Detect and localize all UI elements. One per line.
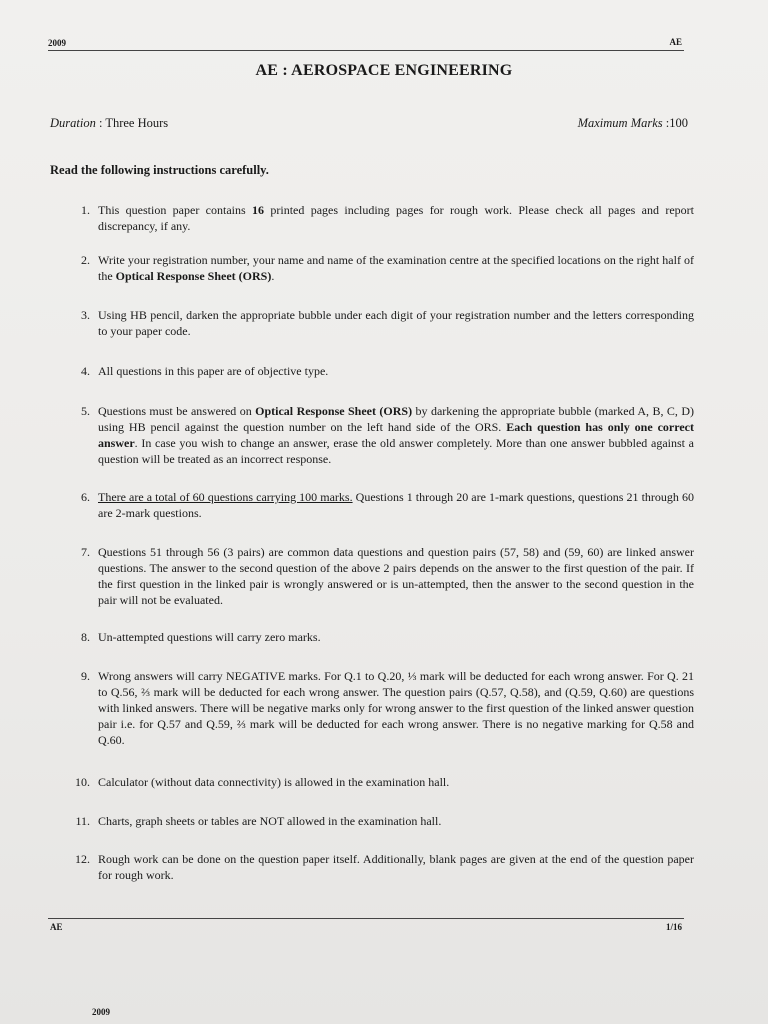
instruction-number: 12. [75, 852, 90, 866]
instruction-text-run: Questions 1 through 20 are 1-mark questions, questions 21 through 60 are 2-mark questions. [98, 490, 694, 520]
instruction-number: 1. [81, 203, 90, 217]
instruction-text-run: Write your registration number, your name and name of the examination centre at the specified locations on the right half of the [98, 253, 694, 283]
instruction-text-run: Each question has only one correct answer [98, 420, 694, 450]
instruction-text-run: Optical Response Sheet (ORS) [115, 269, 272, 283]
instruction-text [98, 363, 694, 379]
instruction-text-run: 16 [252, 203, 265, 217]
instruction-item [62, 851, 694, 883]
instruction-number: 7. [81, 545, 90, 559]
instruction-text [98, 489, 694, 521]
instruction-text [98, 668, 694, 748]
instruction-text-run: . In case you wish to change an answer, erase the old answer completely. More than one answer bubbled against a question will be treated as an incorrect response. [98, 436, 694, 466]
instruction-text-run: Optical Response Sheet (ORS) [255, 404, 413, 418]
instruction-text-run: Wrong answers will carry NEGATIVE marks. For Q.1 to Q.20, ⅓ mark will be deducted for each wrong answer. For Q. 21 to Q.56, ⅔ mark will be deducted for each wrong answer. The question pairs (Q.57, Q.58), and (Q.59, Q.60) are questions with linked answers. There will be negative marks only for wrong answer to the first question of the linked answer question pair i.e. for Q.57 and Q.59, ⅔ mark will be deducted for each wrong answer. There is no negative marking for Q.58 and Q.60. [98, 669, 694, 747]
instruction-item [62, 202, 694, 234]
duration-value: : Three Hours [95, 116, 169, 130]
instruction-text [98, 202, 694, 234]
header-year: 2009 [48, 38, 66, 48]
instruction-number: 8. [81, 630, 90, 644]
header-paper-code: AE [669, 37, 682, 47]
instruction-number: 9. [81, 669, 90, 683]
instruction-text-run: Questions must be answered on [98, 404, 256, 418]
instruction-text-run: This question paper contains [98, 203, 253, 217]
instruction-text [98, 851, 694, 883]
max-marks-label: Maximum Marks [577, 116, 663, 130]
instruction-text-run: Questions 51 through 56 (3 pairs) are common data questions and question pairs (57, 58) and (59, 60) are linked answer questions. The answer to the second question of the above 2 pairs depends on the answer to the first question of the pair. If the first question in the linked pair is wrongly answered or is un-attempted, then the answer to the second question in the pair will not be evaluated. [98, 545, 694, 607]
instruction-text [98, 403, 694, 467]
instruction-text-run: Charts, graph sheets or tables are NOT allowed in the examination hall. [98, 814, 442, 828]
maximum-marks [578, 116, 688, 131]
instruction-number: 6. [81, 490, 90, 504]
duration-label: Duration [50, 116, 96, 130]
instruction-item [62, 403, 694, 467]
instruction-item [62, 774, 694, 790]
footer-page-number: 1/16 [665, 922, 682, 932]
instruction-number: 4. [81, 364, 90, 378]
instruction-text-run: . [271, 269, 275, 283]
instruction-item [62, 252, 694, 284]
duration [50, 116, 168, 131]
instruction-item [62, 307, 694, 339]
instruction-item [62, 668, 694, 748]
instruction-text-run: Calculator (without data connectivity) is allowed in the examination hall. [98, 775, 450, 789]
instruction-text [98, 629, 694, 645]
instruction-number: 5. [81, 404, 90, 418]
instruction-text [98, 774, 694, 790]
instruction-text [98, 307, 694, 339]
instruction-text-run: All questions in this paper are of objective type. [98, 364, 329, 378]
footer-paper-code: AE [50, 922, 63, 932]
instructions-heading: Read the following instructions carefully. [50, 163, 269, 177]
instruction-item [62, 489, 694, 521]
bottom-year: 2009 [92, 1007, 110, 1017]
instruction-item [62, 544, 694, 608]
instruction-text [98, 252, 694, 284]
instruction-number: 2. [81, 253, 90, 267]
instruction-text-run: printed pages including pages for rough work. Please check all pages and report discrepancy, if any. [98, 203, 695, 233]
instruction-text-run: Using HB pencil, darken the appropriate bubble under each digit of your registration number and the letters corresponding to your paper code. [98, 308, 694, 338]
instruction-number: 3. [81, 308, 90, 322]
instruction-number: 11. [75, 814, 90, 828]
instruction-item [62, 363, 694, 379]
max-marks-value: :100 [662, 116, 688, 130]
instruction-text [98, 544, 694, 608]
instruction-text-run: There are a total of 60 questions carrying 100 marks. [98, 490, 353, 504]
instruction-text-run: Rough work can be done on the question paper itself. Additionally, blank pages are given at the end of the question paper for rough work. [98, 852, 694, 882]
footer-rule [48, 918, 684, 919]
header-rule [48, 50, 684, 51]
paper-title: AE : AEROSPACE ENGINEERING [255, 62, 513, 79]
instruction-text [98, 813, 694, 829]
instruction-item [62, 813, 694, 829]
instruction-text-run: by darkening the appropriate bubble (marked A, B, C, D) using HB pencil against the question number on the left hand side of the ORS. [98, 404, 695, 434]
instruction-number: 10. [75, 775, 90, 789]
instruction-text-run: Un-attempted questions will carry zero marks. [98, 630, 321, 644]
instruction-item [62, 629, 694, 645]
